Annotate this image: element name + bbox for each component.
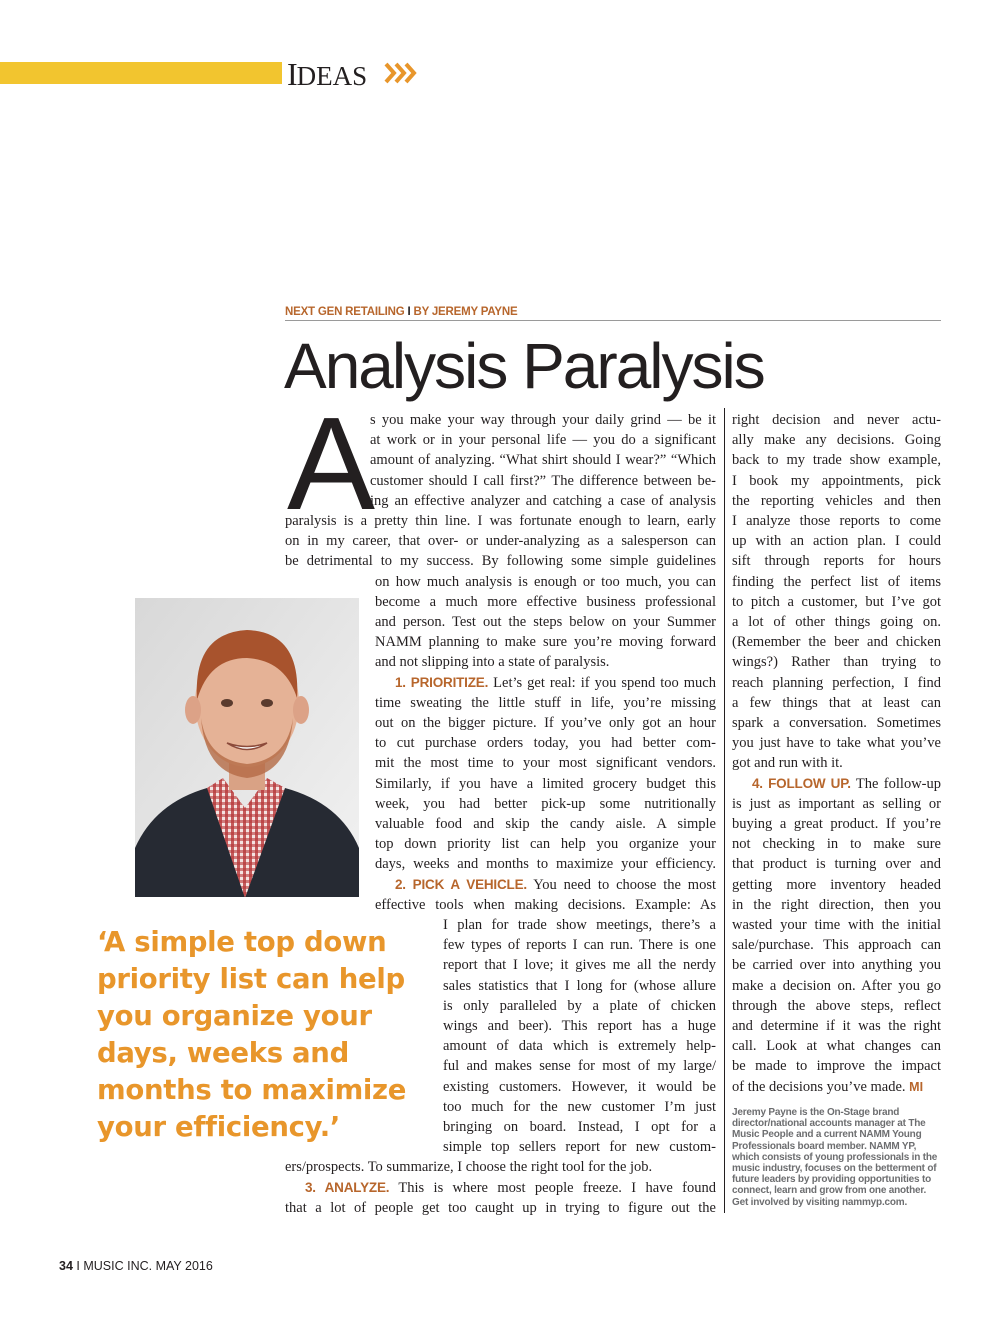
text-line [370, 430, 716, 450]
text-line [370, 450, 716, 470]
text-line [732, 531, 941, 551]
byline [285, 306, 941, 318]
text-line [732, 955, 941, 975]
text-run: ers/prospects. To summarize, I choose the right tool for the job. [285, 1159, 653, 1176]
text-line [443, 1016, 716, 1036]
text-line [732, 652, 941, 672]
text-run: ing an effective analyzer and catching a case of analysis [370, 492, 716, 509]
text-line [732, 854, 941, 874]
text-line [370, 491, 716, 511]
text-line [375, 753, 716, 773]
text-run: sift through reports for hours [732, 553, 941, 570]
text-run: a few things that at least can [732, 694, 941, 711]
text-line [375, 814, 716, 834]
text-run: few types of reports I can run. There is one [443, 937, 716, 954]
text-run: This is where most people freeze. I have found [389, 1179, 717, 1196]
text-line [732, 1077, 941, 1097]
text-run: to cut purchase orders today, you had better com- [375, 735, 716, 752]
author-bio: Jeremy Payne is the On-Stage brand director/national accounts manager at The Music People and a current NAMM Young Professionals board member. NAMM YP, which consists of young professionals in the music industry, focuses on the betterment of future leaders by providing opportunities to connect, learn and grow from one another. Get involved by visiting nammyp.com. [732, 1107, 938, 1208]
text-line [375, 895, 716, 915]
text-run: Similarly, if you have a limited grocery budget this [375, 775, 716, 792]
text-run: The follow-up [850, 775, 941, 792]
text-line [732, 612, 941, 632]
text-line [375, 794, 716, 814]
text-line [443, 935, 716, 955]
text-run: at work or in your personal life — you do a significant [370, 432, 716, 449]
text-run: mit the most time to your most significant vendors. [375, 755, 716, 772]
text-run: on how much analysis is enough or too much, you can [375, 573, 716, 590]
text-run: amount of data which is extremely help- [443, 1038, 716, 1055]
text-run: ful and makes sense for most of my large/ [443, 1058, 716, 1075]
text-run: buying a great product. If you’re [732, 816, 941, 832]
text-line [732, 1016, 941, 1036]
step-heading: 2. PICK A VEHICLE. [395, 876, 527, 892]
text-line [732, 491, 941, 511]
byline-separator: I [407, 306, 411, 318]
text-line [285, 1178, 716, 1198]
text-line [285, 551, 716, 571]
text-run: be carried over into anything you [732, 957, 941, 974]
text-line [375, 713, 716, 733]
text-line [285, 511, 716, 531]
text-line [443, 1036, 716, 1056]
text-line [375, 612, 716, 632]
text-line [375, 875, 716, 895]
text-run: I book my appointments, pick [732, 472, 941, 489]
text-run: week, you had better pick-up some nutritionally [375, 795, 716, 812]
text-line [732, 814, 941, 834]
text-line [443, 976, 716, 996]
text-line [443, 1077, 716, 1097]
text-run: top down priority list can help you organize your [375, 836, 716, 853]
text-run: ally make any decisions. Going [732, 432, 941, 449]
text-run: I plan for trade show meetings, there’s a [443, 917, 716, 933]
text-run: be made to improve the impact [732, 1058, 941, 1075]
text-line [443, 996, 716, 1016]
text-run: is just as important as selling or [732, 795, 941, 812]
text-line [370, 471, 716, 491]
text-run: to pitch a customer, but I’ve got [732, 593, 941, 610]
step-heading: 1. PRIORITIZE. [395, 674, 489, 690]
pull-quote: ‘A simple top down priority list can help you organize your days, weeks and months to maximize your efficiency.’ [97, 926, 407, 1143]
text-line [375, 774, 716, 794]
text-run: that a lot of people get too caught up in trying to figure out the [285, 1199, 716, 1216]
text-line [732, 915, 941, 935]
text-run: and determine if it was the right [732, 1018, 941, 1034]
text-run: existing customers. However, it would be [443, 1078, 716, 1095]
text-line [375, 693, 716, 713]
text-line [732, 592, 941, 612]
text-line [732, 551, 941, 571]
text-run: right decision and never actu- [732, 412, 941, 428]
text-run: wings?) Rather than trying to [732, 654, 941, 671]
text-line [732, 673, 941, 693]
text-line [732, 450, 941, 470]
text-line [370, 410, 716, 430]
text-run: spark a conversation. Sometimes [732, 715, 941, 731]
text-run: report that I love; it gives me all the nerdy [443, 957, 716, 974]
text-line [375, 572, 716, 592]
text-run: be detrimental to my success. By following some simple guidelines [285, 553, 716, 570]
text-run: got and run with it. [732, 755, 843, 772]
text-line [732, 713, 941, 733]
text-run: is only paralleled by a plate of chicken [443, 997, 716, 1014]
text-run: call. Look at what changes can [732, 1038, 941, 1055]
text-run: become a much more effective business professional [375, 593, 716, 610]
text-run: valuable food and skip the candy aisle. A simple [375, 816, 716, 832]
text-line [375, 733, 716, 753]
text-line [732, 693, 941, 713]
text-run: s you make your way through your daily grind — be it [370, 412, 716, 428]
section-tag: IDEAS [287, 56, 368, 92]
step-heading: 3. ANALYZE. [305, 1179, 390, 1195]
text-line [732, 834, 941, 854]
text-run: getting more inventory headed [732, 876, 941, 893]
text-run: make a decision on. After you go [732, 977, 941, 994]
text-run: sale/purchase. This approach can [732, 937, 941, 954]
publication-name: MUSIC INC. MAY 2016 [83, 1259, 213, 1273]
text-line [443, 915, 716, 935]
text-run: not checking in to make sure [732, 836, 941, 853]
text-run: in the right direction, then you [732, 896, 941, 913]
text-run: (Remember the beer and chicken [732, 634, 941, 651]
text-run: NAMM planning to make sure you’re moving forward [375, 634, 716, 651]
text-run: wings and beer). This report has a huge [443, 1018, 716, 1034]
text-line [285, 531, 716, 551]
page-folio: 34 I MUSIC INC. MAY 2016 [59, 1259, 213, 1273]
text-line [375, 592, 716, 612]
text-line [732, 935, 941, 955]
text-line [443, 1137, 716, 1157]
text-line [732, 471, 941, 491]
text-line [285, 1198, 716, 1218]
text-run: effective tools when making decisions. Example: As [375, 896, 716, 913]
text-line [443, 955, 716, 975]
text-run: wasted your time with the initial [732, 917, 941, 933]
text-run: customer should I call first?” The difference between be- [370, 472, 716, 489]
text-line [375, 652, 716, 672]
text-line [732, 976, 941, 996]
column-divider [724, 408, 725, 1213]
text-line [375, 632, 716, 652]
text-run: time sweating the little stuff in life, you’re missing [375, 694, 716, 711]
text-line [732, 774, 941, 794]
text-run: and person. Test out the steps below on your Summer [375, 614, 716, 630]
text-run: up with an action plan. I could [732, 533, 941, 550]
text-line [732, 572, 941, 592]
byline-row [285, 306, 941, 321]
text-run: of the decisions you’ve made. [732, 1078, 910, 1095]
end-mark: MI [909, 1079, 924, 1094]
column-name: NEXT GEN RETAILING [285, 306, 405, 318]
text-run: a lot of other things going on. [732, 614, 941, 630]
chevron-triple-icon [384, 58, 418, 88]
text-line [732, 895, 941, 915]
text-run: simple top sellers report for new custom- [443, 1139, 716, 1156]
text-run: finding the perfect list of items [732, 573, 941, 590]
text-line [732, 511, 941, 531]
text-line [732, 632, 941, 652]
text-run: Let’s get real: if you spend too much [488, 674, 716, 691]
text-line [285, 1157, 716, 1177]
text-run: the reporting vehicles and then [732, 492, 941, 509]
text-run: reach planning perfection, I find [732, 674, 941, 691]
text-line [732, 875, 941, 895]
step-heading: 4. FOLLOW UP. [752, 775, 851, 791]
drop-cap: A [287, 390, 376, 537]
text-line [732, 996, 941, 1016]
text-line [732, 733, 941, 753]
text-run: too much for the new customer I’m just [443, 1098, 716, 1115]
text-line [732, 794, 941, 814]
page-number: 34 [59, 1259, 73, 1273]
text-line [375, 673, 716, 693]
text-run: through the above steps, reflect [732, 997, 941, 1014]
text-run: I analyze those reports to come [732, 513, 941, 529]
author-name: BY JEREMY PAYNE [413, 306, 518, 318]
text-run: paralysis is a pretty thin line. I was fortunate enough to learn, early [285, 513, 716, 529]
text-run: on in my career, that over- or under-analyzing as a salesperson can [285, 533, 716, 550]
article-title: Analysis Paralysis [284, 330, 764, 402]
text-run: back to my trade show example, [732, 452, 941, 469]
text-line [732, 1056, 941, 1076]
text-line [443, 1097, 716, 1117]
text-run: amount of analyzing. “What shirt should I wear?” “Which [370, 452, 716, 469]
text-line [732, 410, 941, 430]
text-line [443, 1117, 716, 1137]
header-accent-bar [0, 62, 282, 84]
text-line [732, 753, 941, 773]
text-run: and not slipping into a state of paralysis. [375, 654, 610, 671]
text-run: sales statistics that I long for (whose allure [443, 977, 716, 994]
author-headshot-icon [135, 598, 359, 897]
text-line [375, 854, 716, 874]
text-run: that product is turning over and [732, 856, 941, 873]
text-line [375, 834, 716, 854]
text-run: bringing on board. Instead, I opt for a [443, 1119, 716, 1135]
text-run: out on the bigger picture. If you’ve only got an hour [375, 715, 716, 731]
text-run: days, weeks and months to maximize your efficiency. [375, 856, 716, 873]
text-run: You need to choose the most [526, 876, 717, 893]
text-line [732, 1036, 941, 1056]
text-run: you just have to take what you’ve [732, 735, 941, 752]
text-line [732, 430, 941, 450]
text-line [443, 1056, 716, 1076]
